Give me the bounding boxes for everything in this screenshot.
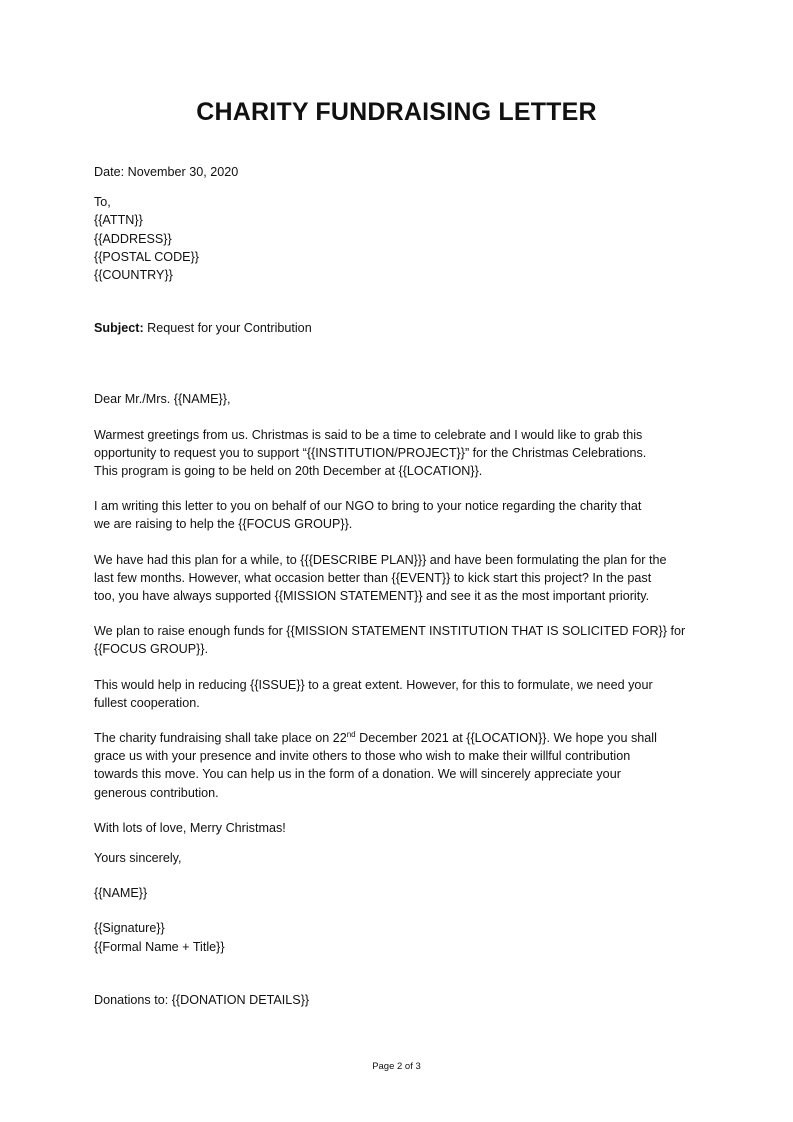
document-title: CHARITY FUNDRAISING LETTER: [196, 98, 597, 126]
paragraph-line: Warmest greetings from us. Christmas is said to be a time to celebrate and I would like to grab this: [94, 427, 643, 442]
recipient-block: [94, 193, 714, 284]
date-line: Date: November 30, 2020: [94, 165, 239, 179]
subject-line: [94, 319, 714, 337]
paragraph-line: {{FOCUS GROUP}}.: [94, 642, 209, 657]
sender-name: {{NAME}}: [94, 886, 148, 901]
recipient-to: To,: [94, 195, 111, 210]
event-location-text: December 2021 at {{LOCATION}}. We hope you shall: [355, 731, 657, 746]
donations-line: Donations to: {{DONATION DETAILS}}: [94, 992, 310, 1007]
paragraph-4: [94, 622, 714, 658]
paragraph-3: [94, 551, 714, 606]
paragraph-line: grace us with your presence and invite others to those who wish to make their willful contribution: [94, 749, 631, 764]
signature: {{Signature}}: [94, 921, 165, 936]
sign-off: Yours sincerely,: [94, 851, 182, 866]
page-number-footer: Page 2 of 3: [372, 1061, 421, 1072]
paragraph-line: too, you have always supported {{MISSION STATEMENT}} and see it as the most important priority.: [94, 589, 650, 604]
subject-text: Request for your Contribution: [143, 321, 312, 336]
recipient-address: {{ADDRESS}}: [94, 231, 172, 246]
letter-body: [94, 163, 714, 1009]
signature-block: [94, 919, 714, 955]
formal-name-title: {{Formal Name + Title}}: [94, 939, 225, 954]
ordinal-suffix: nd: [346, 729, 356, 739]
paragraph-line: We plan to raise enough funds for {{MISSION STATEMENT INSTITUTION THAT IS SOLICITED FOR}} for: [94, 624, 686, 639]
recipient-postal-code: {{POSTAL CODE}}: [94, 249, 199, 264]
paragraph-line: towards this move. You can help us in the form of a donation. We will sincerely appreciate your: [94, 767, 621, 782]
paragraph-line: This program is going to be held on 20th December at {{LOCATION}}.: [94, 464, 483, 479]
paragraph-line: [94, 729, 714, 747]
salutation: Dear Mr./Mrs. {{NAME}},: [94, 392, 231, 407]
paragraph-line: We have had this plan for a while, to {{{DESCRIBE PLAN}}} and have been formulating the plan for the: [94, 552, 667, 567]
paragraph-2: [94, 497, 714, 533]
paragraph-line: I am writing this letter to you on behalf of our NGO to bring to your notice regarding the charity that: [94, 499, 642, 514]
paragraph-line: we are raising to help the {{FOCUS GROUP}}.: [94, 517, 353, 532]
paragraph-line: last few months. However, what occasion better than {{EVENT}} to kick start this project? In the past: [94, 570, 652, 585]
paragraph-line: This would help in reducing {{ISSUE}} to a great extent. However, for this to formulate, we need your: [94, 677, 653, 692]
paragraph-5: [94, 676, 714, 712]
paragraph-1: [94, 426, 714, 481]
paragraph-6: [94, 729, 714, 802]
subject-label: Subject:: [94, 321, 144, 336]
closing-wish: With lots of love, Merry Christmas!: [94, 820, 286, 835]
paragraph-line: opportunity to request you to support “{{INSTITUTION/PROJECT}}” for the Christmas Celebrations.: [94, 445, 647, 460]
event-date-text: The charity fundraising shall take place on 22: [94, 731, 347, 746]
paragraph-line: generous contribution.: [94, 785, 219, 800]
paragraph-line: fullest cooperation.: [94, 695, 200, 710]
recipient-country: {{COUNTRY}}: [94, 268, 173, 283]
recipient-attn: {{ATTN}}: [94, 213, 143, 228]
